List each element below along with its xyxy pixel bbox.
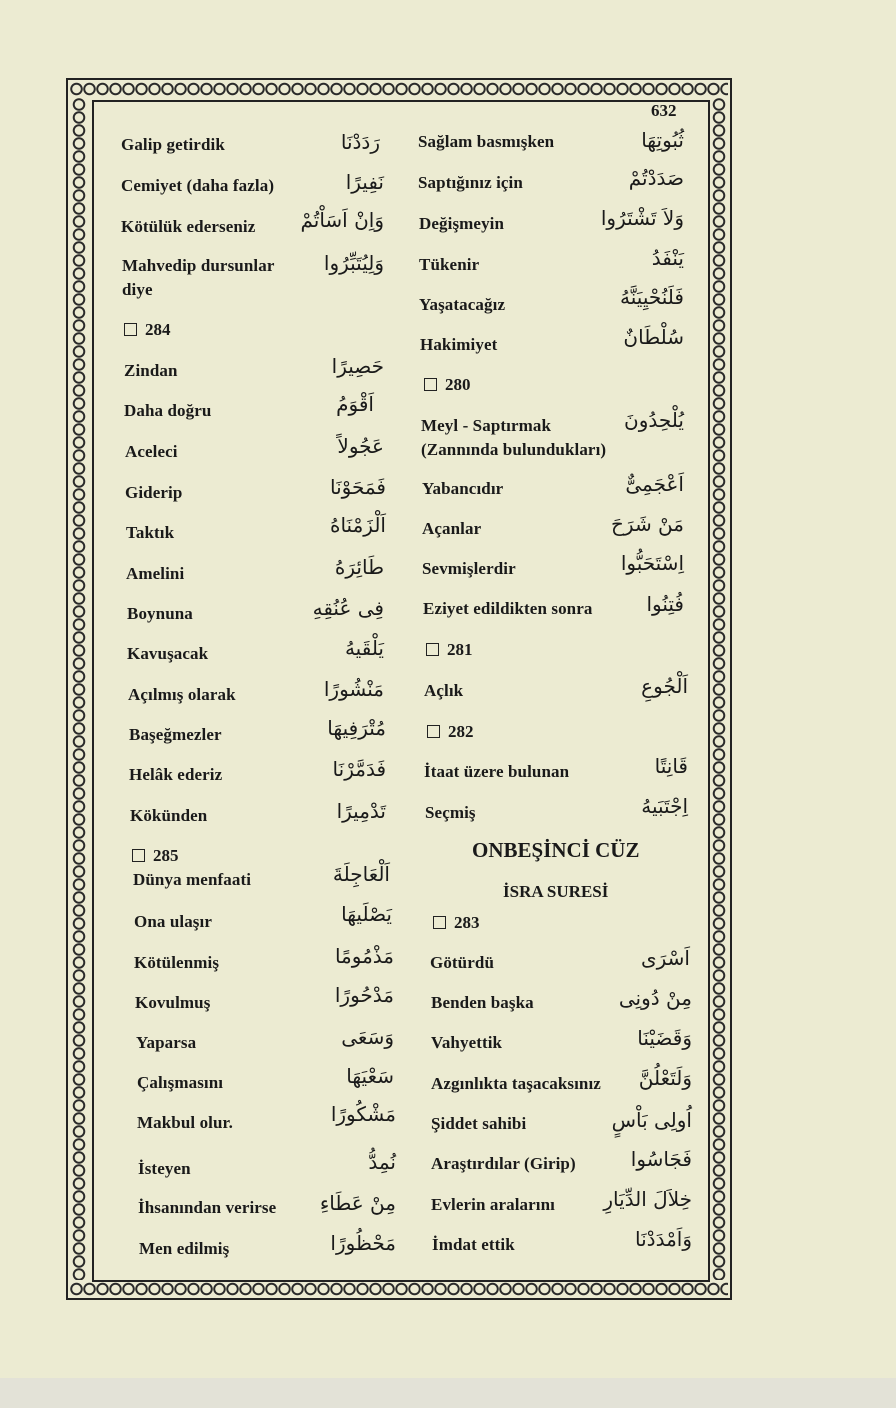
term-ar: اَقْوَمُ [336,392,374,416]
term-tr: Yabancıdır [422,479,504,498]
term-tr: Sağlam basmışken [418,132,555,151]
term-tr: Şiddet sahibi [431,1114,527,1133]
term-tr: Araştırdılar (Girip) [431,1154,576,1173]
term-tr: Eziyet edildikten sonra [423,599,593,618]
term-tr: Galip getirdik [121,135,225,154]
term-tr: Kovulmuş [135,993,211,1012]
section-number: 284 [124,320,171,340]
term-tr: Giderip [125,483,183,502]
term-tr: Başeğmezler [129,725,222,744]
border-right-ornament [710,98,728,1280]
section-number: 280 [424,375,471,395]
term-tr: Tükenir [419,255,480,274]
term-ar: سُلْطَانٌ [623,325,684,349]
term-ar: اِسْتَحَبُّوا [620,551,684,575]
border-bottom-ornament [70,1280,728,1298]
term-ar: خِلاَلَ الدِّيَارِ [603,1187,692,1211]
term-ar: قَانِتًا [654,754,688,778]
term-tr: Makbul olur. [137,1113,233,1132]
term-tr: Benden başka [431,993,534,1012]
section-number: 285 [132,846,179,866]
term-tr: Açlık [424,681,464,700]
term-ar: ثُبُوتِهَا [641,128,684,152]
term-ar: اَلْزَمْنَاهُ [329,513,386,537]
page-number: 632 [651,101,677,120]
term-tr: İhsanından verirse [138,1198,277,1217]
checkbox-square [427,725,440,738]
term-ar: مَنْشُورًا [323,677,384,701]
term-ar: وَاِنْ اَسَاْتُمْ [300,208,384,232]
term-ar: صَدَدْتُمْ [628,166,684,190]
term-tr: Çalışmasını [137,1073,224,1092]
term-ar: يَصْلَيهَا [341,902,392,926]
term-tr: Ona ulaşır [134,912,212,931]
term-ar: مَشْكُورًا [330,1102,396,1126]
term-ar: يَنْفَدُ [651,246,684,270]
term-tr: Taktık [126,523,175,542]
checkbox-square [124,323,137,336]
term-ar: مَحْظُورًا [330,1231,396,1255]
term-tr: Yaparsa [136,1033,197,1052]
term-tr: Yaşatacağız [419,295,506,314]
term-tr: Aceleci [125,442,178,461]
term-tr: Boynuna [127,604,193,623]
term-ar: نَفِيرًا [345,170,384,194]
border-top-ornament [70,80,728,98]
term-ar: وَلَتَعْلُنَّ [638,1066,692,1090]
term-ar: وَلِيُتَبِّرُوا [323,251,384,275]
checkbox-square [424,378,437,391]
term-tr: Amelini [126,564,185,583]
checkbox-square [132,849,145,862]
term-tr: Seçmiş [425,803,476,822]
term-tr: Açılmış olarak [128,685,236,704]
term-ar: وَلاَ تَشْتَرُوا [600,206,684,230]
term-tr: Evlerin aralarını [431,1195,555,1214]
term-tr: İsteyen [138,1159,191,1178]
checkbox-square [433,916,446,929]
term-tr: Değişmeyin [419,214,505,233]
term-ar: فَمَحَوْنَا [329,475,386,499]
term-ar: وَاَمْدَدْنَا [635,1227,692,1251]
term-ar: مَذْمُومًا [334,944,394,968]
term-ar: اَلْجُوعِ [641,674,688,698]
term-ar: اَلْعَاجِلَةَ [332,862,390,886]
term-tr: Kökünden [130,806,208,825]
term-tr: Sevmişlerdir [422,559,516,578]
term-ar: فُتِنُوا [646,592,684,616]
term-ar: مِنْ عَطَاءِ [319,1191,396,1215]
term-tr: İmdat ettik [432,1235,515,1254]
term-tr: Götürdü [430,953,494,972]
term-ar: مِنْ دُونِى [618,986,692,1010]
term-ar: عَجُولاً [337,434,384,458]
term-ar: سَعْيَهَا [346,1064,394,1088]
term-ar: فِى عُنُقِهِ [312,596,384,620]
checkbox-square [426,643,439,656]
section-number: 281 [426,640,473,660]
term-tr: Azgınlıkta taşacaksınız [431,1074,601,1093]
term-ar: اَسْرَى [640,946,690,970]
page-bottom-strip [0,1378,896,1408]
term-ar: وَسَعَى [341,1025,394,1049]
term-tr: Vahyettik [431,1033,503,1052]
term-tr: Kötülenmiş [134,953,220,972]
term-tr: Men edilmiş [139,1239,230,1258]
term-tr: Daha doğru [124,401,212,420]
term-ar: رَدَدْنَا [340,130,380,154]
term-tr: Açanlar [422,519,482,538]
term-tr: Meyl - Saptırmak (Zannında bulundukları) [421,416,607,459]
term-tr: Kötülük ederseniz [121,217,256,236]
term-tr: Mahvedip dursunlar diye [122,256,275,299]
term-ar: تَدْمِيرًا [336,799,386,823]
term-ar: اِجْتَبَيهُ [641,794,688,818]
term-tr: Zindan [124,361,178,380]
border-left-ornament [70,98,90,1280]
term-tr: Cemiyet (daha fazla) [121,176,275,195]
term-ar: نُمِدُّ [368,1150,396,1174]
sura-heading: İSRA SURESİ [503,882,609,901]
term-tr: Saptığınız için [418,173,523,192]
term-ar: حَصِيرًا [331,354,384,378]
term-ar: فَجَاسُوا [630,1147,692,1171]
term-tr: Kavuşacak [127,644,209,663]
term-tr: Helâk ederiz [129,765,223,784]
term-ar: مَدْحُورًا [334,983,394,1007]
term-ar: يَلْقَيهُ [344,636,384,660]
term-ar: وَقَضَيْنَا [637,1026,692,1050]
term-ar: مَنْ شَرَحَ [611,512,684,536]
term-ar: فَلَنُحْيِيَنَّهُ [620,285,684,309]
term-ar: طَائِرَهُ [334,555,384,579]
section-number: 283 [433,913,480,933]
term-tr: Dünya menfaati [133,870,252,889]
term-ar: اُولِى بَاْسٍ [611,1108,692,1132]
term-ar: يُلْحِدُونَ [624,408,684,432]
term-ar: فَدَمَّرْنَا [332,757,386,781]
term-tr: Hakimiyet [420,335,498,354]
term-ar: اَعْجَمِىٌّ [625,472,684,496]
juz-heading: ONBEŞİNCİ CÜZ [472,838,640,862]
term-tr: İtaat üzere bulunan [424,762,570,781]
term-ar: مُتْرَفِيهَا [327,716,386,740]
section-number: 282 [427,722,474,742]
